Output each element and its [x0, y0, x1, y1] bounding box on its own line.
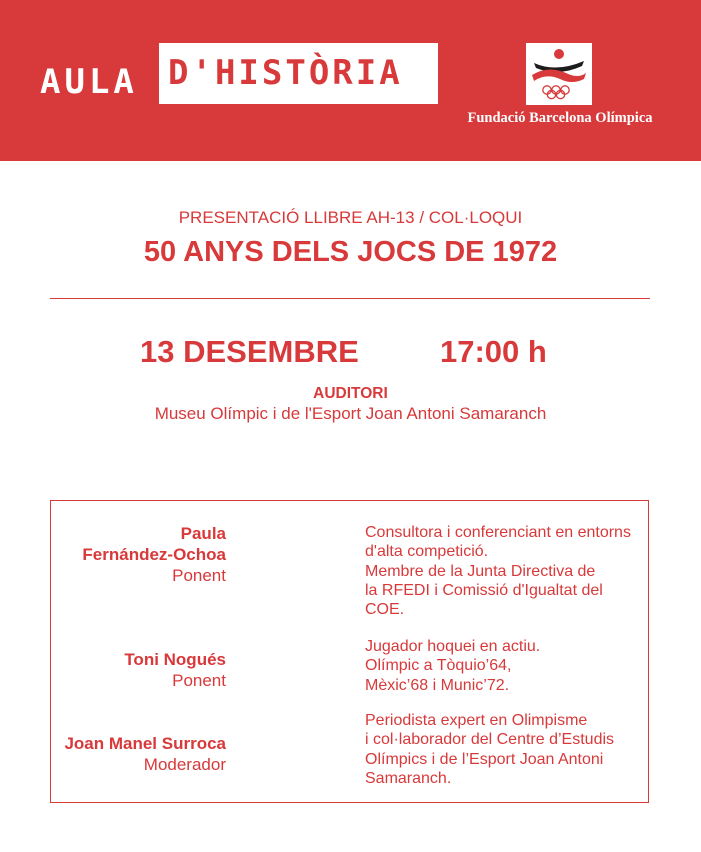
speakers-panel	[50, 500, 649, 803]
description-line: Olímpics i de l’Esport Joan Antoni	[365, 750, 604, 768]
description-line: Periodista expert en Olimpisme	[365, 712, 588, 729]
logo-word-historia: D'HISTÒRIA	[168, 53, 403, 93]
logo-word-aula: AULA	[40, 62, 138, 102]
speaker-role: Ponent	[172, 566, 226, 585]
description-line: i col·laborador del Centre d’Estudis	[365, 731, 615, 749]
description-line: la RFEDI i Comissió d'Igualtat del	[365, 581, 603, 599]
event-subtitle: PRESENTACIÓ LLIBRE AH-13 / COL·LOQUI	[178, 208, 523, 227]
speaker-description	[365, 523, 631, 619]
description-line: Samaranch.	[365, 769, 452, 787]
speaker-name	[64, 733, 226, 754]
speaker-name-line: Fernández-Ochoa	[82, 545, 226, 564]
speaker-description	[365, 711, 614, 788]
event-time: 17:00 h	[440, 334, 547, 369]
description-line: COE.	[365, 601, 405, 619]
speaker-role: Ponent	[172, 671, 226, 690]
speaker-name	[124, 649, 226, 670]
description-line: d'alta competició.	[365, 543, 489, 561]
venue-name: Museu Olímpic i de l'Esport Joan Antoni Samaranch	[154, 404, 547, 423]
barcelona-olympic-emblem-icon	[526, 43, 592, 105]
speaker-role: Moderador	[143, 755, 226, 774]
speaker-name-line: Toni Nogués	[124, 650, 226, 669]
description-line: Mèxic’68 i Munic’72.	[365, 676, 510, 694]
speaker-name-line: Joan Manel Surroca	[64, 734, 226, 753]
description-line: Olímpic a Tòquio’64,	[365, 657, 512, 675]
event-date: 13 DESEMBRE	[140, 334, 359, 369]
speaker-name	[82, 523, 226, 565]
speaker-name-line: Paula	[180, 524, 226, 543]
header-banner	[0, 0, 701, 161]
speaker-description	[365, 637, 540, 695]
description-line: Membre de la Junta Directiva de	[365, 562, 596, 580]
venue-label: AUDITORI	[313, 385, 388, 402]
description-line: Jugador hoquei en actiu.	[365, 638, 541, 655]
event-title: 50 ANYS DELS JOCS DE 1972	[143, 236, 558, 268]
foundation-name: Fundació Barcelona Olímpica	[467, 110, 653, 126]
divider	[50, 298, 650, 299]
description-line: Consultora i conferenciant en entorns	[365, 524, 631, 541]
